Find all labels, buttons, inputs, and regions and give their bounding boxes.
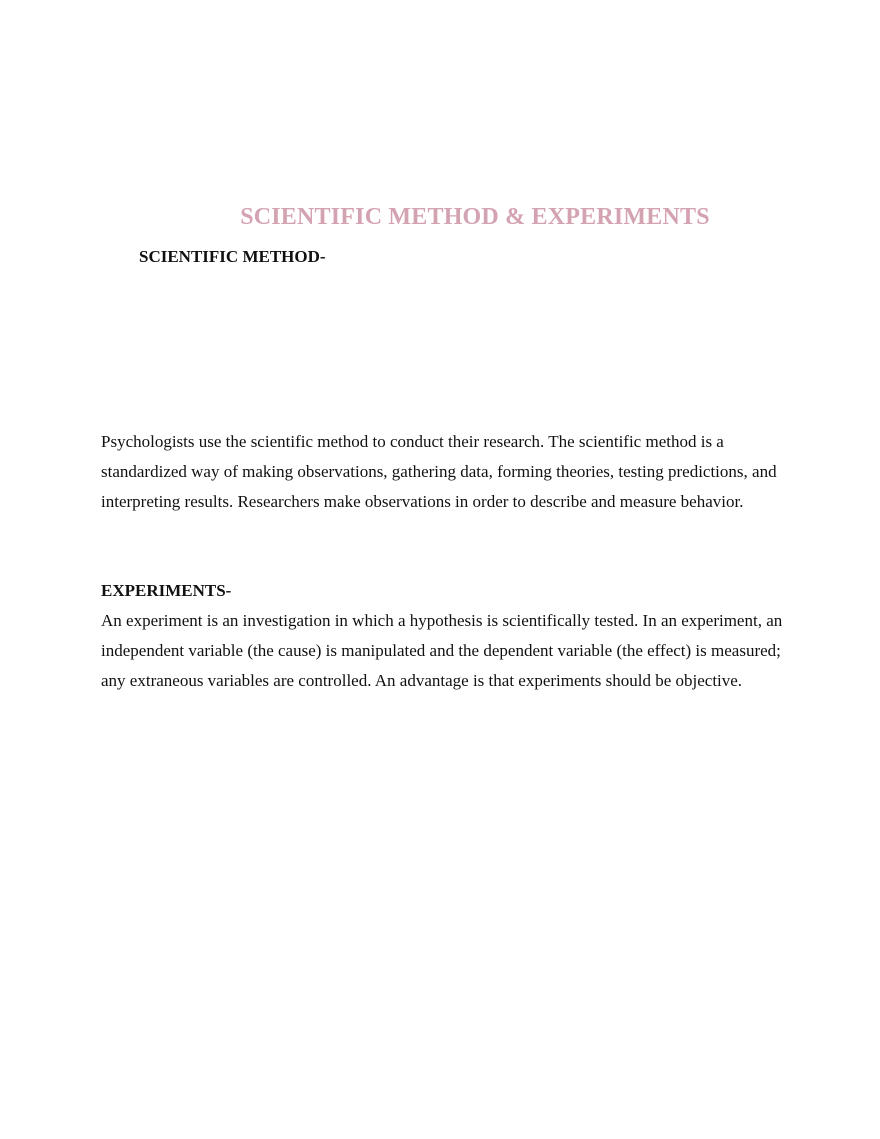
section-heading-scientific-method: SCIENTIFIC METHOD- bbox=[139, 247, 326, 266]
paragraph-scientific-method: Psychologists use the scientific method to conduct their research. The scientific method is a standardized way of making observations, gathering data, forming theories, testing predictions, and interpreting results. Researchers make observations in order to describe and measure behavior. bbox=[101, 432, 777, 511]
page-title: SCIENTIFIC METHOD & EXPERIMENTS bbox=[240, 204, 710, 230]
paragraph-experiments: An experiment is an investigation in which a hypothesis is scientifically tested. In an experiment, an independent variable (the cause) is manipulated and the dependent variable (the effect) is measured; any extraneous variables are controlled. An advantage is that experiments should be objective. bbox=[101, 611, 783, 690]
section-heading-experiments: EXPERIMENTS- bbox=[101, 581, 232, 600]
